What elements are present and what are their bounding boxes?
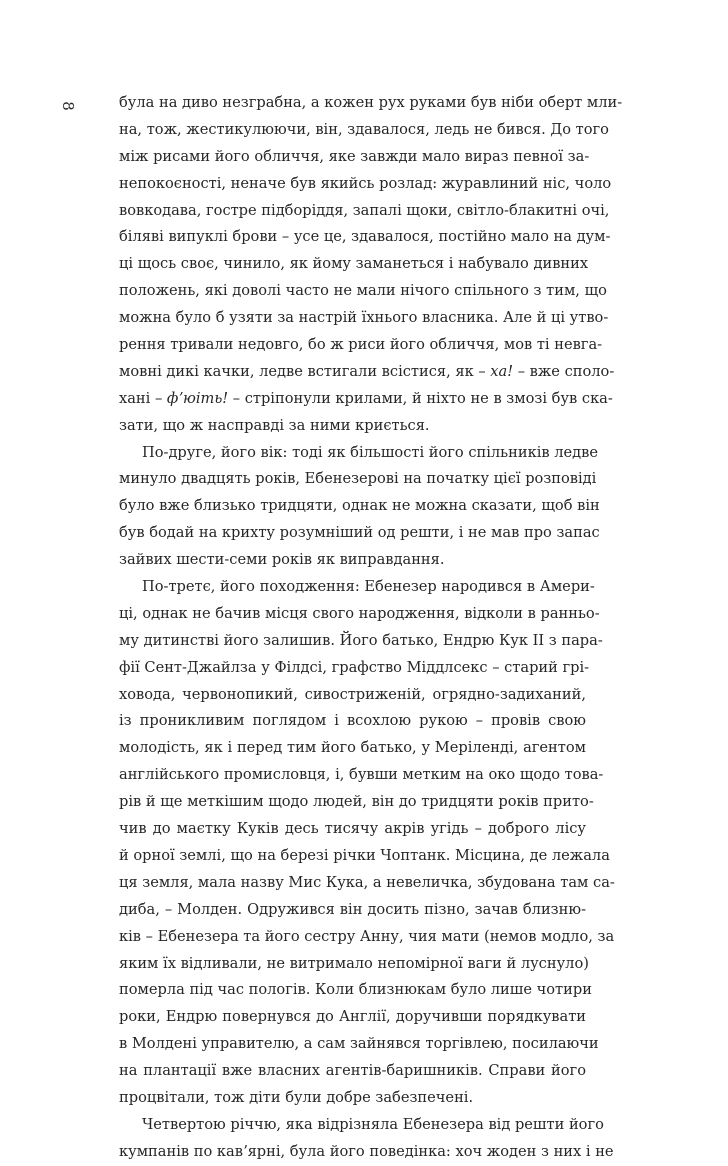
text-line: чив до маєтку Куків десь тисячу акрів угідь – доброго лісу: [119, 820, 586, 838]
text-line: зати, що ж насправді за ними криється.: [119, 416, 430, 434]
body-text: [119, 90, 623, 1166]
text-line: роки, Ендрю повернувся до Англії, доручивши порядкувати: [119, 1008, 586, 1026]
text-line: му дитинстві його залишив. Його батько, Ендрю Кук II з пара-: [119, 631, 603, 649]
text-line: рів й ще меткішим щодо людей, він до тридцяти років прито-: [119, 793, 594, 811]
text-line: молодість, як і перед тим його батько, у Меріленді, агентом: [119, 739, 586, 757]
page-number: 8: [59, 101, 77, 111]
text-line: й орної землі, що на березі річки Чоптанк. Місцина, де лежала: [119, 846, 610, 864]
text-line: на, тож, жестикулюючи, він, здавалося, ледь не бився. До того: [119, 120, 609, 138]
text-line: фії Сент-Джайлза у Філдсі, графство Міддлсекс – старий грі-: [119, 658, 590, 676]
text-line: між рисами його обличчя, яке завжди мало вираз певної за-: [119, 147, 590, 165]
text-line: непокоєності, неначе був якийсь розлад: журавлиний ніс, чоло: [119, 174, 612, 192]
text-line: По-друге, його вік: тоді як більшості його спільників ледве: [142, 443, 598, 461]
text-line: мовні дикі качки, ледве встигали всістися, як – ха! – вже споло-: [119, 362, 615, 380]
text-line: вовкодава, гостре підборіддя, запалі щоки, світло-блакитні очі,: [119, 201, 610, 219]
text-line: Четвертою річчю, яка відрізняла Ебенезера від решти його: [142, 1115, 604, 1133]
text-line: диба, – Молден. Одружився він досить пізно, зачав близню-: [119, 900, 586, 918]
text-line: хані – фʼюіть! – стріпонули крилами, й ніхто не в змозі був ска-: [119, 389, 613, 407]
text-line: на плантації вже власних агентів-баришників. Справи його: [119, 1062, 586, 1080]
text-line: ків – Ебенезера та його сестру Анну, чия мати (немов модло, за: [119, 927, 615, 945]
text-line: По-третє, його походження: Ебенезер народився в Амери-: [142, 578, 595, 596]
text-line: із проникливим поглядом і всохлою рукою – провів свою: [119, 712, 586, 730]
text-line: ховода, червонопикий, сивостриженій, огрядно-задиханий,: [119, 685, 586, 703]
text-line: зайвих шести-семи років як виправдання.: [119, 551, 445, 569]
text-line: рення тривали недовго, бо ж риси його обличчя, мов ті невга-: [119, 336, 603, 354]
text-line: минуло двадцять років, Ебенезерові на початку цієї розповіді: [119, 470, 597, 488]
text-line: був бодай на крихту розумніший од решти, і не мав про запас: [119, 524, 600, 542]
text-line: біляві випуклі брови – усе це, здавалося, постійно мало на дум-: [119, 228, 611, 246]
paragraph: [119, 90, 623, 440]
text-line: було вже близько тридцяти, однак не можна сказати, щоб він: [119, 497, 600, 515]
paragraph: [119, 1112, 614, 1166]
text-line: англійського промисловця, і, бувши метким на око щодо това-: [119, 766, 604, 784]
text-line: яким їх відливали, не витримало непомірної ваги й луснуло): [119, 954, 589, 972]
text-line: померла під час пологів. Коли близнюкам було лише чотири: [119, 981, 592, 999]
text-line: в Молдені управителю, а сам зайнявся торгівлею, посилаючи: [119, 1035, 599, 1053]
text-line: процвітали, тож діти були добре забезпечені.: [119, 1088, 474, 1106]
text-line: ця земля, мала назву Мис Кука, а невеличка, збудована там са-: [119, 873, 615, 891]
text-line: ці, однак не бачив місця свого народження, відколи в ранньо-: [119, 604, 600, 622]
text-line: кумпанів по кавʼярні, була його поведінка: хоч жоден з них і не: [119, 1142, 614, 1160]
paragraph: [119, 574, 615, 1112]
paragraph: [119, 440, 600, 574]
text-line: ці щось своє, чинило, як йому заманеться і набувало дивних: [119, 255, 589, 273]
text-line: була на диво незграбна, а кожен рух руками був ніби оберт мли-: [119, 94, 623, 111]
text-line: можна було б узяти за настрій їхнього власника. Але й ці утво-: [119, 309, 609, 327]
text-line: положень, які доволі часто не мали нічого спільного з тим, що: [119, 282, 607, 300]
